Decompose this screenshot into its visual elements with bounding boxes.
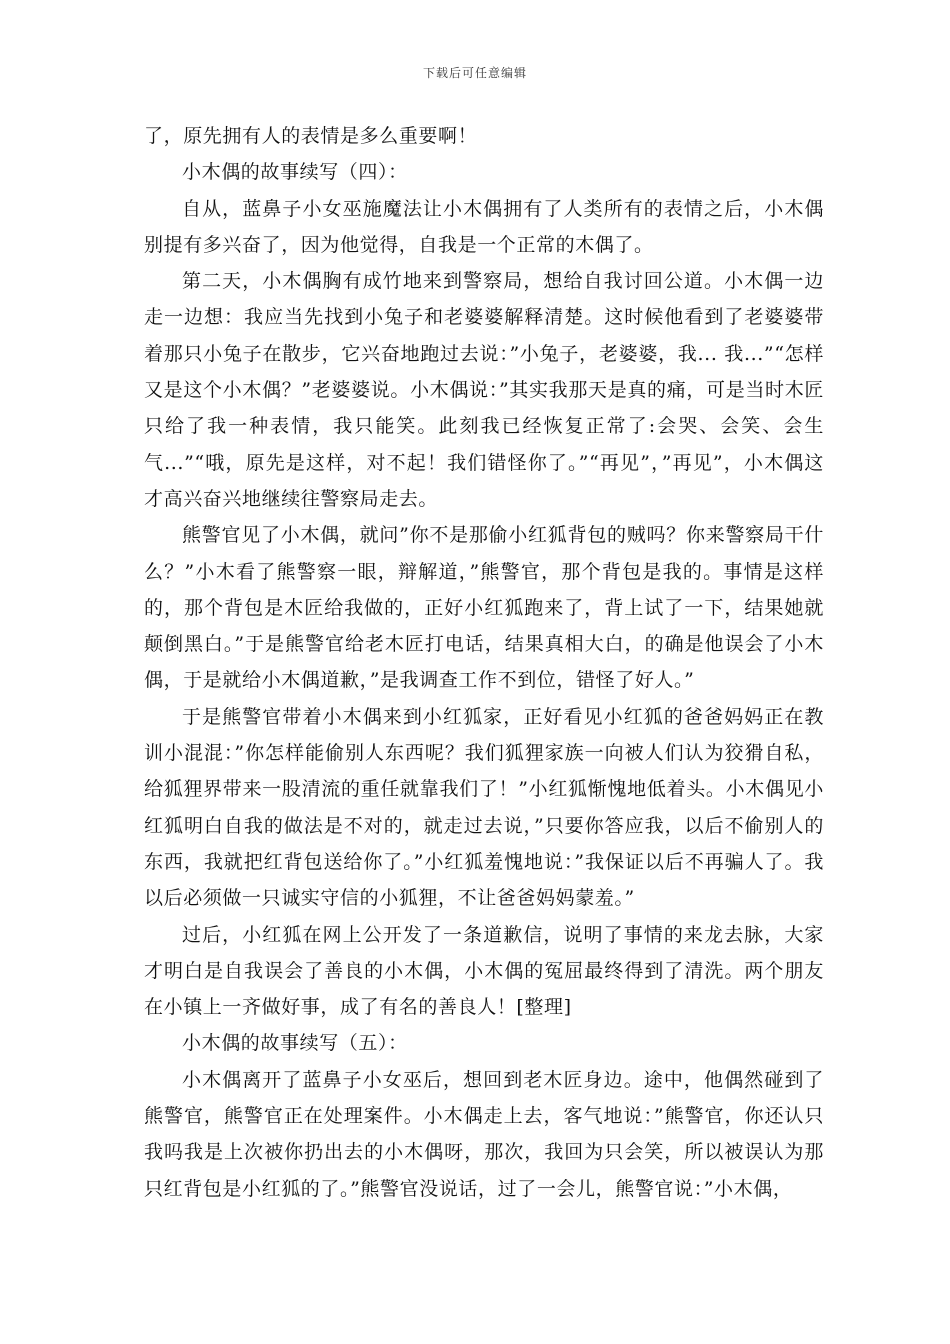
paragraph: 小木偶离开了蓝鼻子小女巫后，想回到老木匠身边。途中，他偶然碰到了熊警官，熊警官正在处理案件。小木偶走上去，客气地说：”熊警官，你还认只我吗我是上次被你扔出去的小木偶呀，那次，我回为只会笑，所以被误认为那只红背包是小红狐的了。”熊警官没说话，过了一会儿，熊警官说：”小木偶， (144, 1068, 824, 1200)
paragraph: 了，原先拥有人的表情是多么重要啊！ (144, 125, 478, 147)
document-body (144, 118, 824, 1207)
section-heading: 小木偶的故事续写（五）： (182, 1032, 408, 1055)
section-heading: 小木偶的故事续写（四）： (182, 161, 408, 184)
paragraph: 于是熊警官带着小木偶来到小红狐家，正好看见小红狐的爸爸妈妈正在教训小混混：”你怎样能偷别人东西呢？我们狐狸家族一向被人们认为狡猾自私，给狐狸界带来一股清流的重任就靠我们了！”小红狐惭愧地低着头。小木偶见小红狐明白自我的做法是不对的，就走过去说，”只要你答应我，以后不偷别人的东西，我就把红背包送给你了。”小红狐羞愧地说：”我保证以后不再骗人了。我以后必须做一只诚实守信的小狐狸，不让爸爸妈妈蒙羞。” (144, 705, 824, 910)
paragraph: 自从，蓝鼻子小女巫施魔法让小木偶拥有了人类所有的表情之后，小木偶别提有多兴奋了，因为他觉得，自我是一个正常的木偶了。 (144, 197, 824, 256)
page-header: 下载后可任意编辑 (422, 66, 527, 80)
paragraph: 过后，小红狐在网上公开发了一条道歉信，说明了事情的来龙去脉，大家才明白是自我误会了善良的小木偶，小木偶的冤屈最终得到了清洗。两个朋友在小镇上一齐做好事，成了有名的善良人！[整理] (144, 923, 824, 1019)
paragraph: 熊警官见了小木偶，就问”你不是那偷小红狐背包的贼吗？你来警察局干什么？”小木看了熊警察一眼，辩解道，”熊警官，那个背包是我的。事情是这样的，那个背包是木匠给我做的，正好小红狐跑来了，背上试了一下，结果她就颠倒黑白。”于是熊警官给老木匠打电话，结果真相大白，的确是他误会了小木偶，于是就给小木偶道歉，”是我调查工作不到位，错怪了好人。” (144, 524, 824, 692)
paragraph: 第二天，小木偶胸有成竹地来到警察局，想给自我讨回公道。小木偶一边走一边想：我应当先找到小兔子和老婆婆解释清楚。这时候他看到了老婆婆带着那只小兔子在散步，它兴奋地跑过去说：”小兔子，老婆婆，我... 我...”“怎样又是这个小木偶？”老婆婆说。小木偶说：”其实我那天是真的痛，可是当时木匠只给了我一种表情，我只能笑。此刻我已经恢复正常了:会哭、会笑、会生气...”“哦，原先是这样，对不起！我们错怪你了。”“再见”，”再见”，小木偶这才高兴奋兴地继续往警察局走去。 (144, 270, 824, 510)
